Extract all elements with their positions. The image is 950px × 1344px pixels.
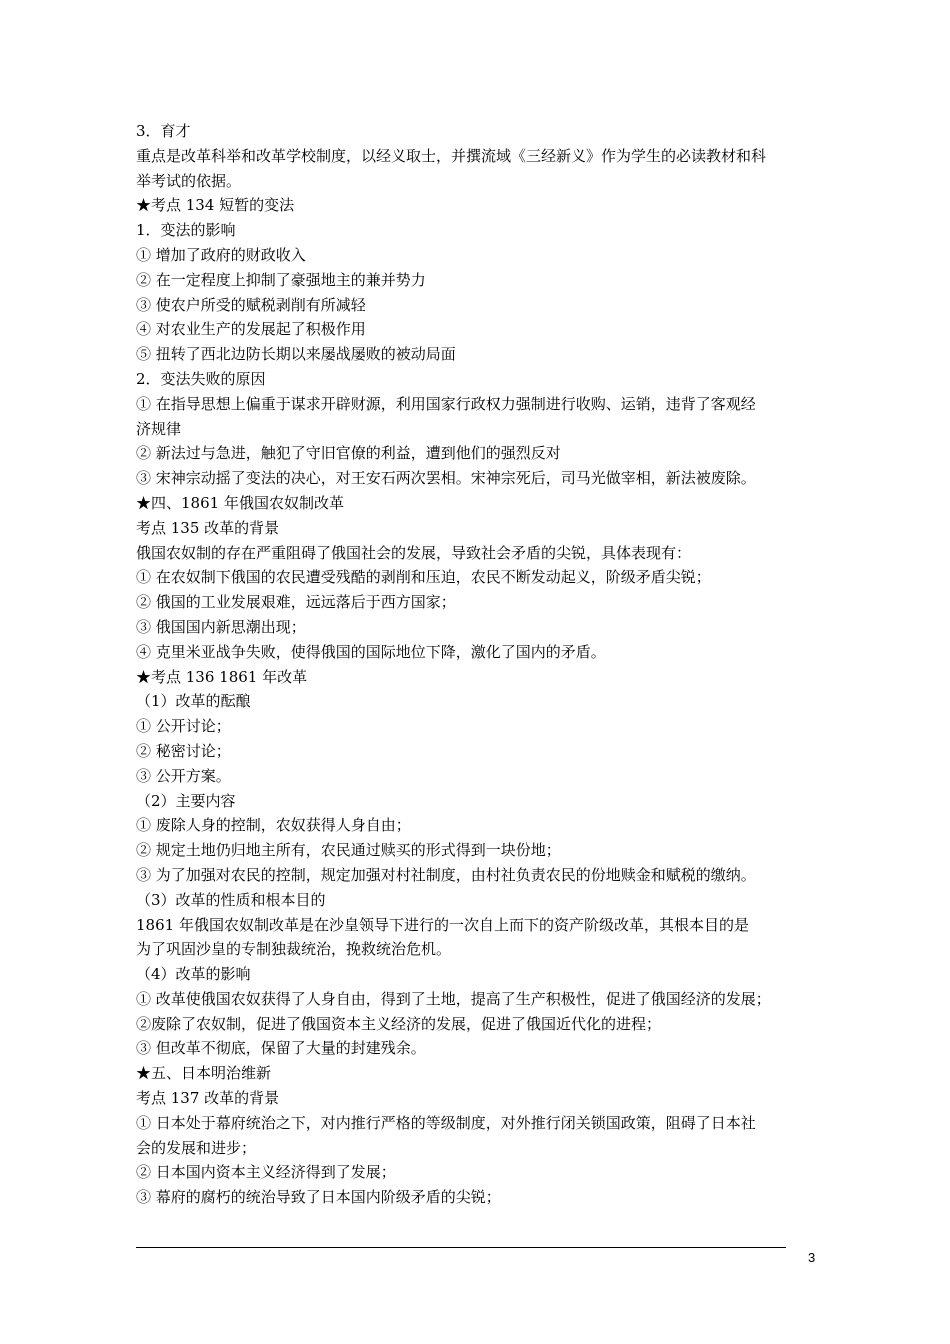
text-line: ② 新法过与急进，触犯了守旧官僚的利益，遭到他们的强烈反对 xyxy=(136,444,561,463)
text-line: ① 废除人身的控制，农奴获得人身自由； xyxy=(136,816,411,835)
text-line: ★四、1861 年俄国农奴制改革 xyxy=(136,493,344,512)
text-line: 考点 135 改革的背景 xyxy=(136,518,280,537)
text-line: 济规律 xyxy=(136,419,182,438)
text-line: 1861 年俄国农奴制改革是在沙皇领导下进行的一次自上而下的资产阶级改革，其根本目的是 xyxy=(136,915,749,934)
footer-divider xyxy=(136,1247,786,1248)
text-line: ② 俄国的工业发展艰难，远远落后于西方国家； xyxy=(136,593,456,612)
text-line: ③ 宋神宗动摇了变法的决心，对王安石两次罢相。宋神宗死后，司马光做宰相，新法被废除。 xyxy=(136,469,756,488)
text-line: ③ 幕府的腐朽的统治导致了日本国内阶级矛盾的尖锐； xyxy=(136,1188,501,1207)
text-line: ② 日本国内资本主义经济得到了发展； xyxy=(136,1163,396,1182)
text-line: ⑤ 扭转了西北边防长期以来屡战屡败的被动局面 xyxy=(136,345,456,364)
text-line: ① 在农奴制下俄国的农民遭受残酷的剥削和压迫，农民不断发动起义，阶级矛盾尖锐； xyxy=(136,568,711,587)
text-line: （1）改革的酝酿 xyxy=(136,692,251,711)
document-body xyxy=(136,119,836,1210)
text-line: ① 改革使俄国农奴获得了人身自由，得到了土地，提高了生产积极性，促进了俄国经济的发展； xyxy=(136,989,771,1008)
text-line: ① 增加了政府的财政收入 xyxy=(136,245,306,264)
text-line: ④ 对农业生产的发展起了积极作用 xyxy=(136,320,366,339)
text-line: ④ 克里米亚战争失败，使得俄国的国际地位下降，激化了国内的矛盾。 xyxy=(136,642,606,661)
text-line: ① 公开讨论； xyxy=(136,717,231,736)
text-line: ③ 但改革不彻底，保留了大量的封建残余。 xyxy=(136,1039,426,1058)
text-line: 举考试的依据。 xyxy=(136,171,242,190)
text-line: ②废除了农奴制，促进了俄国资本主义经济的发展，促进了俄国近代化的进程； xyxy=(136,1014,662,1033)
text-line: ① 日本处于幕府统治之下，对内推行严格的等级制度，对外推行闭关锁国政策，阻碍了日本社 xyxy=(136,1113,756,1132)
text-line: 俄国农奴制的存在严重阻碍了俄国社会的发展，导致社会矛盾的尖锐，具体表现有： xyxy=(136,543,692,562)
text-line: 1．变法的影响 xyxy=(136,221,236,240)
page-number: 3 xyxy=(808,1250,816,1265)
text-line: ② 秘密讨论； xyxy=(136,741,231,760)
text-line: 会的发展和进步； xyxy=(136,1138,257,1157)
text-line: （3）改革的性质和根本目的 xyxy=(136,890,326,909)
text-line: ③ 为了加强对农民的控制，规定加强对村社制度，由村社负责农民的份地赎金和赋税的缴纳。 xyxy=(136,865,756,884)
text-line: ① 在指导思想上偏重于谋求开辟财源，利用国家行政权力强制进行收购、运销，违背了客观经 xyxy=(136,394,756,413)
text-line: 考点 137 改革的背景 xyxy=(136,1089,280,1108)
text-line: 为了巩固沙皇的专制独裁统治，挽救统治危机。 xyxy=(136,940,452,959)
text-line: ② 在一定程度上抑制了豪强地主的兼并势力 xyxy=(136,270,426,289)
text-line: 2．变法失败的原因 xyxy=(136,369,266,388)
text-line: ★五、日本明治维新 xyxy=(136,1064,272,1083)
text-line: 重点是改革科举和改革学校制度，以经义取士，并撰流域《三经新义》作为学生的必读教材和科 xyxy=(136,146,767,165)
text-line: ③ 使农户所受的赋税剥削有所减轻 xyxy=(136,295,366,314)
text-line: ★考点 134 短暂的变法 xyxy=(136,196,295,215)
text-line: ② 规定土地仍归地主所有，农民通过赎买的形式得到一块份地； xyxy=(136,841,561,860)
text-line: （4）改革的影响 xyxy=(136,965,251,984)
text-line: （2）主要内容 xyxy=(136,791,236,810)
text-line: ③ 公开方案。 xyxy=(136,766,231,785)
text-line: ③ 俄国国内新思潮出现； xyxy=(136,617,306,636)
text-line: 3．育才 xyxy=(136,122,191,140)
text-line: ★考点 136 1861 年改革 xyxy=(136,667,308,686)
